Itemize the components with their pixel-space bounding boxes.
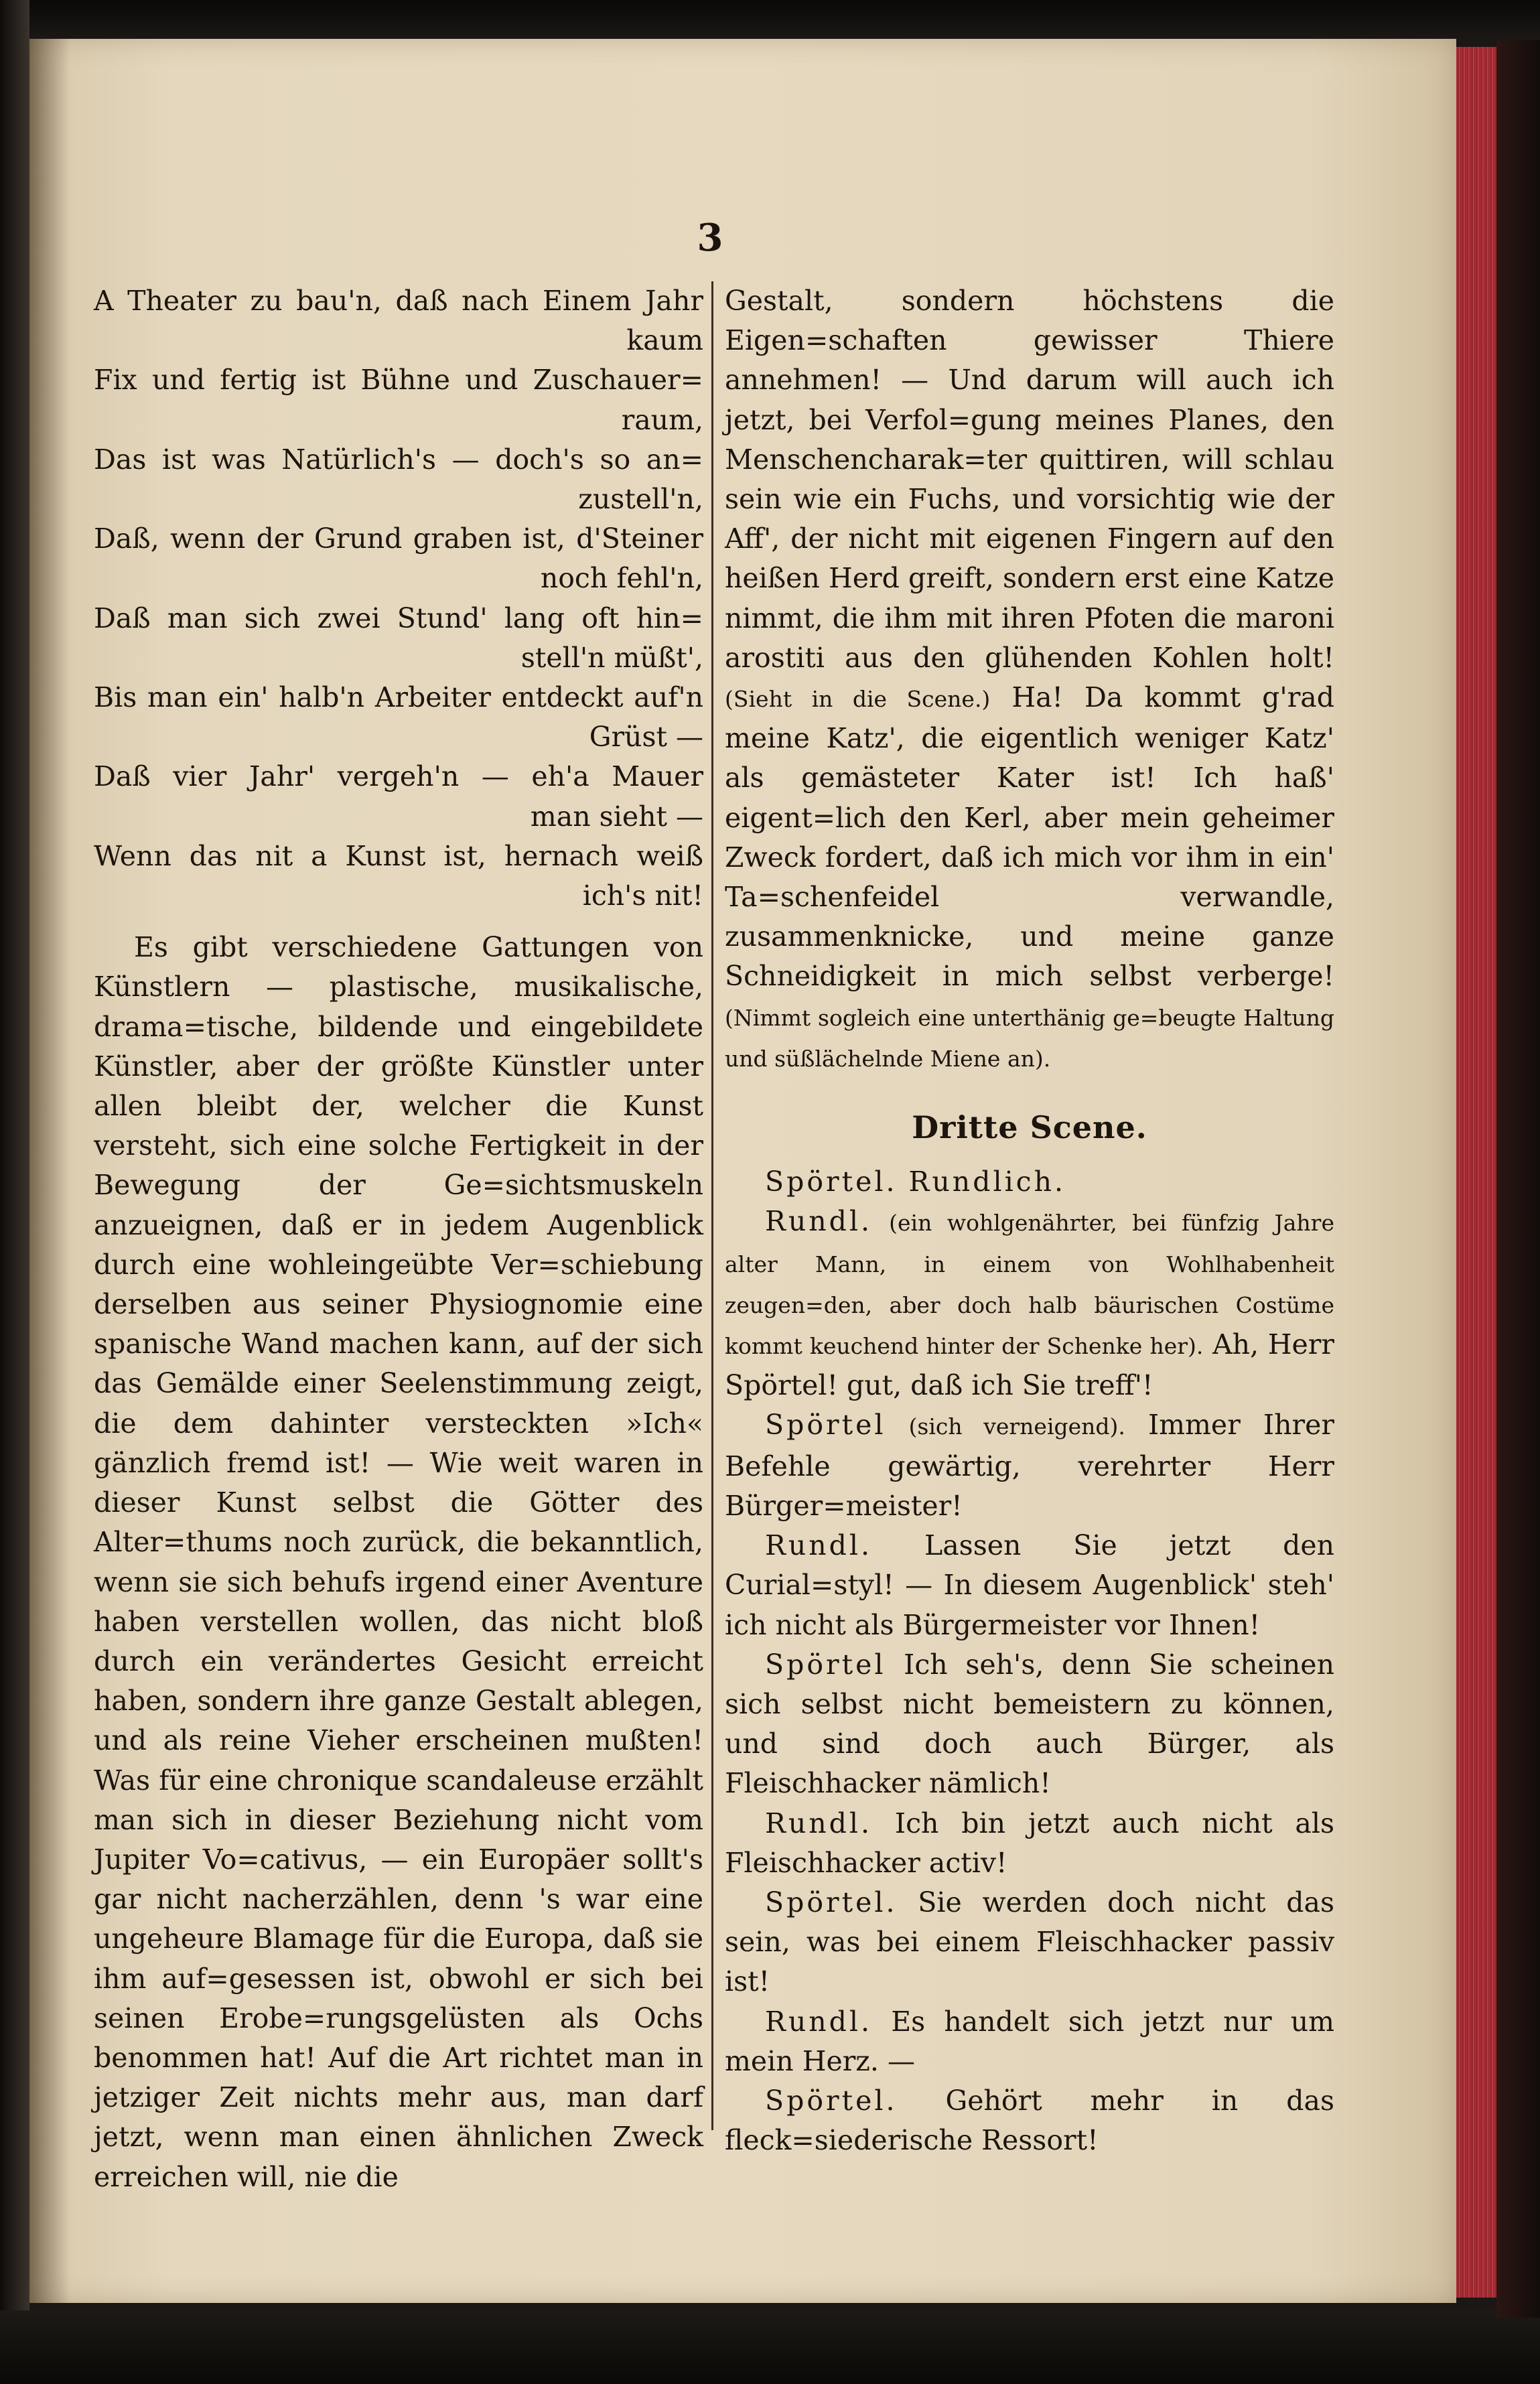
prose-text: Gestalt, sondern höchstens die Eigen=schaften gewisser Thiere annehmen! — Und darum will auch ich jetzt, bei Verfol=gung meines Planes, den Menschencharak=ter quittiren, will schlau sein wie ein Fuchs, und vorsichtig wie der Aff', der nicht mit eigenen Fingern auf den heißen Herd greift, sondern erst eine Katze nimmt, die ihm mit ihren Pfoten die maroni arostiti aus den glühenden Kohlen holt! bbox=[725, 285, 1334, 674]
stage-direction: (sich verneigend). bbox=[908, 1413, 1125, 1440]
speech-text: Ich bin jetzt auch nicht als Fleischhacker activ! bbox=[725, 1807, 1334, 1879]
verse-continuation: ich's nit! bbox=[582, 880, 703, 912]
verse-line: Das ist was Natürlich's — doch's so an= bbox=[94, 443, 703, 476]
page-number: 3 bbox=[697, 216, 723, 260]
speech-text: Ich seh's, denn Sie scheinen sich selbst nicht bemeistern zu können, und sind doch auch Bürger, als Fleischhacker nämlich! bbox=[725, 1648, 1334, 1800]
speaker: Spörtel bbox=[765, 1409, 886, 1442]
column-divider bbox=[711, 281, 713, 2130]
left-column bbox=[94, 281, 703, 2197]
verse-continuation: zustell'n, bbox=[578, 483, 703, 516]
verse-line: Fix und fertig ist Bühne und Zuschauer= bbox=[94, 364, 703, 397]
speech-text: Immer Ihrer Befehle gewärtig, verehrter Herr Bürger=meister! bbox=[725, 1409, 1334, 1522]
dialogue-line bbox=[725, 1202, 1334, 1405]
verse-line: Wenn das nit a Kunst ist, hernach weiß bbox=[94, 839, 703, 872]
dialogue-line bbox=[725, 1405, 1334, 1526]
dialogue-line bbox=[725, 1804, 1334, 1883]
speaker: Spörtel. bbox=[765, 1886, 898, 1918]
stage-direction: (Sieht in die Scene.) bbox=[725, 686, 991, 713]
prose-paragraph: Es gibt verschiedene Gattungen von Künstlern — plastische, musikalische, drama=tische, bildende und eingebildete Künstler, aber der größte Künstler unter allen bleibt der, welcher die Kunst versteht, sich eine solche Fertigkeit in der Bewegung der Ge=sichtsmuskeln anzueignen, daß er in jedem Augenblick durch eine wohleingeübte Ver=schiebung derselben aus seiner Physiognomie eine spanische Wand machen kann, auf der sich das Gemälde einer Seelenstimmung zeigt, die dem dahinter versteckten »Ich« gänzlich fremd ist! — Wie weit waren in dieser Kunst selbst die Götter des Alter=thums noch zurück, die bekanntlich, wenn sie sich behufs irgend einer Aventure haben verstellen wollen, das nicht bloß durch ein verändertes Gesicht erreicht haben, sondern ihre ganze Gestalt ablegen, und als reine Vieher erscheinen mußten! Was für eine chronique scandaleuse erzählt man sich in dieser Beziehung nicht vom Jupiter Vo=cativus, — ein Europäer sollt's gar nicht nacherzählen, denn 's war eine ungeheure Blamage für die Europa, daß sie ihm auf=gesessen ist, obwohl er sich bei seinen Erobe=rungsgelüsten als Ochs benommen hat! Auf die Art richtet man in jetziger Zeit nichts mehr aus, man darf jetzt, wenn man einen ähnlichen Zweck erreichen will, nie die bbox=[94, 931, 703, 2193]
speech-text: Ah, Herr Spörtel! gut, daß ich Sie treff'! bbox=[725, 1328, 1334, 1402]
prose-continuation bbox=[725, 281, 1334, 1078]
speaker: Spörtel bbox=[765, 1648, 886, 1681]
speaker: Spörtel. bbox=[765, 2084, 898, 2117]
speaker: Rundl. bbox=[765, 2005, 873, 2038]
speaker: Rundl. bbox=[765, 1807, 873, 1839]
book-cover-left bbox=[0, 0, 29, 2384]
character-list bbox=[725, 1162, 1334, 1202]
dialogue-line bbox=[725, 1645, 1334, 1804]
verse-continuation: noch fehl'n, bbox=[540, 562, 703, 595]
speech-text: Sie werden doch nicht das sein, was bei einem Fleischhacker passiv ist! bbox=[725, 1886, 1334, 1998]
stage-direction: (ein wohlgenährter, bei fünfzig Jahre alter Mann, in einem von Wohlhabenheit zeugen=den, aber doch halb bäurischen Costüme kommt keuchend hinter der Schenke her). bbox=[725, 1210, 1334, 1360]
scene-heading: Dritte Scene. bbox=[912, 1109, 1147, 1146]
book-cover-top bbox=[0, 0, 1540, 40]
dialogue-line bbox=[725, 1526, 1334, 1645]
speech-text: Lassen Sie jetzt den Curial=styl! — In diesem Augenblick' steh' ich nicht als Bürgermeister vor Ihnen! bbox=[725, 1529, 1334, 1641]
page-edges-red bbox=[1456, 47, 1496, 2298]
dialogue-line bbox=[725, 1883, 1334, 2002]
speech-text: Gehört mehr in das fleck=siederische Ressort! bbox=[725, 2084, 1334, 2157]
verse-continuation: raum, bbox=[621, 403, 703, 436]
prose-text: Ha! Da kommt g'rad meine Katz', die eigentlich weniger Katz' als gemästeter Kater ist! Ich haß' eigent=lich den Kerl, aber mein geheimer Zweck fordert, daß ich mich vor ihm in ein' Ta=schenfeidel verwandle, zusammenknicke, und meine ganze Schneidigkeit in mich selbst verberge! bbox=[725, 681, 1334, 993]
gutter-shadow bbox=[29, 39, 70, 2303]
verse-line: Daß, wenn der Grund graben ist, d'Steiner bbox=[94, 522, 703, 555]
speaker: Rundl. bbox=[765, 1529, 873, 1562]
stage-direction: (Nimmt sogleich eine unterthänig ge=beugte Haltung und süßlächelnde Miene an). bbox=[725, 1004, 1334, 1072]
verse-line: Daß man sich zwei Stund' lang oft hin= bbox=[94, 602, 703, 634]
speech-text: Es handelt sich jetzt nur um mein Herz. — bbox=[725, 2005, 1334, 2077]
verse-continuation: man sieht — bbox=[530, 800, 703, 833]
verse-line: A Theater zu bau'n, daß nach Einem Jahr bbox=[94, 285, 703, 317]
dialogue-line bbox=[725, 2002, 1334, 2081]
speaker: Rundl. bbox=[765, 1205, 873, 1238]
book-spine-right bbox=[1496, 40, 1540, 2318]
dialogue-line bbox=[725, 2081, 1334, 2160]
verse-line: Bis man ein' halb'n Arbeiter entdeckt auf'n bbox=[94, 681, 703, 714]
right-column bbox=[725, 281, 1334, 2160]
verse-continuation: kaum bbox=[626, 324, 703, 357]
verse-continuation: Grüst — bbox=[589, 721, 703, 754]
verse-line: Daß vier Jahr' vergeh'n — eh'a Mauer bbox=[94, 760, 703, 793]
characters: Spörtel. Rundlich. bbox=[765, 1166, 1066, 1198]
book-cover-bottom bbox=[0, 2310, 1540, 2384]
verse-continuation: stell'n müßt', bbox=[520, 641, 703, 674]
verse-block bbox=[94, 281, 703, 916]
